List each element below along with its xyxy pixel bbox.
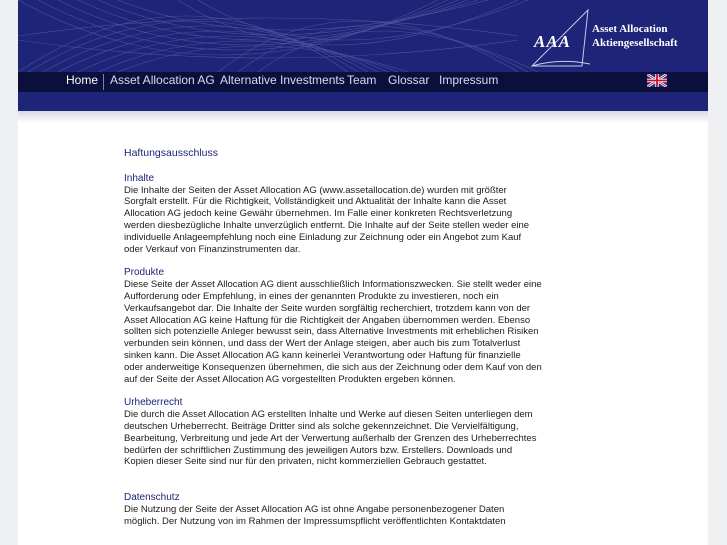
section-datenschutz: [124, 492, 542, 527]
logo-mark: AAA: [534, 32, 572, 51]
nav-alternative-investments[interactable]: Alternative Investments: [220, 73, 345, 87]
header-banner: [18, 0, 708, 72]
logo-line-2: Aktiengesellschaft: [592, 37, 678, 49]
section-urheberrecht: [124, 397, 542, 468]
nav-impressum[interactable]: Impressum: [439, 73, 499, 87]
uk-flag-icon[interactable]: [647, 74, 667, 87]
nav-asset-allocation-ag[interactable]: Asset Allocation AG: [110, 73, 215, 87]
section-title: Urheberrecht: [124, 397, 183, 409]
nav-home[interactable]: Home: [66, 73, 99, 87]
section-produkte: [124, 267, 542, 385]
section-body: Die durch die Asset Allocation AG erstellten Inhalte und Werke auf diesen Seiten unterliegen dem deutschen Urheberrecht. Beiträge Dritter sind als solche gekennzeichnet. Die Vervielfältigung, Bearbeitung, Verbreitung und jede Art der Verwertung außerhalb der Grenzen des Urheberrechtes bedürfen der schriftlichen Zustimmung des jeweiligen Autors bzw. Erstellers. Downloads und Kopien dieser Seite sind nur für den privaten, nicht kommerziellen Gebrauch gestattet.: [124, 409, 537, 468]
section-title: Produkte: [124, 267, 165, 279]
header-shadow: [18, 111, 708, 123]
nav-team[interactable]: Team: [347, 73, 377, 87]
nav-separator: [103, 74, 104, 90]
section-inhalte: [124, 173, 542, 256]
section-title: Datenschutz: [124, 492, 180, 504]
section-title: Inhalte: [124, 172, 155, 184]
section-body: Diese Seite der Asset Allocation AG dient ausschließlich Informationszwecken. Sie stellt weder eine Aufforderung oder Empfehlung, in eines der genannten Produkte zu investieren, noch ein Verkaufsangebot dar. Die Inhalte der Seite wurden sorgfältig recherchiert, trotzdem kann von der Asset Allocation AG keine Haftung für die Richtigkeit der Angaben übernommen werden. Ebenso sollten sich potenzielle Anleger bewusst sein, dass Alternative Investments mit erheblichen Risiken verbunden sein können, und dass der Wert der Anlage steigen, aber auch bis zum Totalverlust sinken kann. Die Asset Allocation AG kann keinerlei Verantwortung oder Haftung für finanzielle oder anderweitige Konsequenzen übernehmen, die sich aus der Zeichnung oder dem Kauf von den auf der Seite der Asset Allocation AG vorgestellten Produkten ergeben können.: [124, 279, 542, 385]
main-content: [124, 148, 542, 540]
main-nav: [18, 72, 708, 92]
spacer: [124, 480, 542, 492]
page-title: Haftungsausschluss: [124, 147, 218, 159]
nav-glossar[interactable]: Glossar: [388, 73, 430, 87]
section-body: Die Inhalte der Seiten der Asset Allocation AG (www.assetallocation.de) wurden mit größter Sorgfalt erstellt. Für die Richtigkeit, Vollständigkeit und Aktualität der Inhalte kann die Asset Allocation AG jedoch keine Gewähr übernehmen. Im Falle einer konkreten Rechtsverletzung werden diesbezügliche Inhalte unverzüglich entfernt. Die Inhalte auf der Seite stellen weder eine individuelle Anlageempfehlung noch eine Einladung zur Zeichnung oder ein Angebot zum Kauf oder Verkauf von Finanzinstrumenten dar.: [124, 184, 530, 255]
section-body: Die Nutzung der Seite der Asset Allocation AG ist ohne Angabe personenbezogener Daten möglich. Der Nutzung von im Rahmen der Impressumspflicht veröffentlichten Kontaktdaten: [124, 503, 506, 527]
sub-bar: [18, 92, 708, 111]
logo-line-1: Asset Allocation: [592, 23, 668, 35]
company-logo[interactable]: [530, 6, 700, 68]
